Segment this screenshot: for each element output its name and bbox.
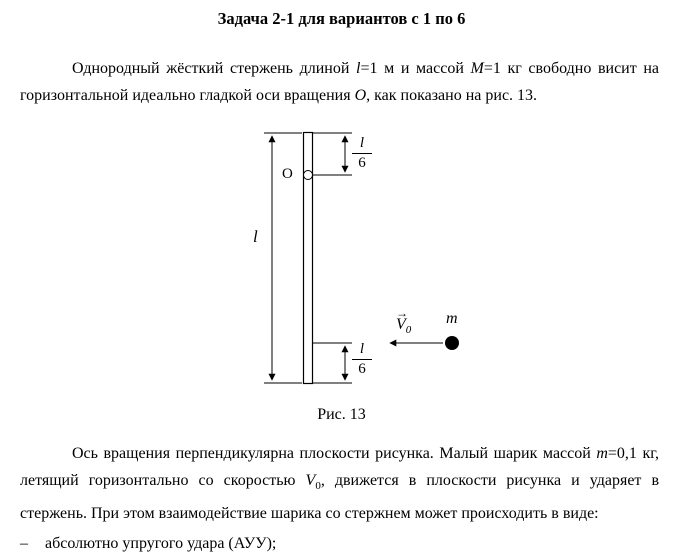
text-run: =1 кг свободно висит на горизонтальной идеально гладкой оси вращения (20, 60, 660, 104)
var-mass-rod: M (470, 60, 484, 77)
text-run: , как показано на рис. 13. (366, 87, 538, 104)
bottom-offset-fraction (352, 341, 372, 379)
var-ball-mass: m (596, 445, 608, 462)
paragraph-intro (20, 55, 659, 109)
fraction-denominator: 6 (358, 155, 366, 172)
velocity-letter: V (396, 316, 406, 333)
bullet-marker: – (20, 535, 28, 553)
pivot-label: О (282, 166, 293, 182)
ball (445, 336, 459, 350)
var-pivot: О (354, 87, 367, 104)
text-run: =0,1 кг, летящий горизонтально со скоростью (20, 445, 659, 489)
var-length: l (356, 60, 361, 77)
mass-label: m (446, 310, 458, 327)
text-run: Ось вращения перпендикулярна плоскости рисунка. Малый шарик массой (72, 445, 597, 462)
text-run: Однородный жёсткий стержень длиной (72, 60, 357, 77)
fraction-numerator: l (352, 341, 372, 360)
figure-13 (0, 127, 683, 389)
fraction-denominator: 6 (358, 361, 366, 378)
page-title: Задача 2-1 для вариантов с 1 по 6 (217, 9, 466, 28)
bullet-text: абсолютно упругого удара (АУУ); (45, 535, 277, 553)
bullet-item (20, 530, 659, 555)
figure-drawing (0, 127, 683, 389)
text-run: , движется в плоскости рисунка и ударяет в стержень. При этом взаимодействие шарика со стержнем может происходить в виде: (20, 472, 660, 523)
figure-caption: Рис. 13 (317, 406, 366, 423)
pivot-circle (304, 171, 313, 180)
var-velocity-sub: 0 (315, 480, 321, 493)
vector-arrow-icon: → (396, 306, 408, 320)
top-offset-fraction (352, 135, 372, 173)
text-run: =1 м и массой (360, 60, 471, 77)
velocity-subscript: 0 (405, 324, 412, 337)
velocity-label (396, 306, 412, 337)
fraction-numerator: l (352, 135, 372, 154)
var-velocity: V (305, 472, 316, 489)
length-label: l (253, 227, 258, 246)
paragraph-2 (20, 440, 659, 527)
